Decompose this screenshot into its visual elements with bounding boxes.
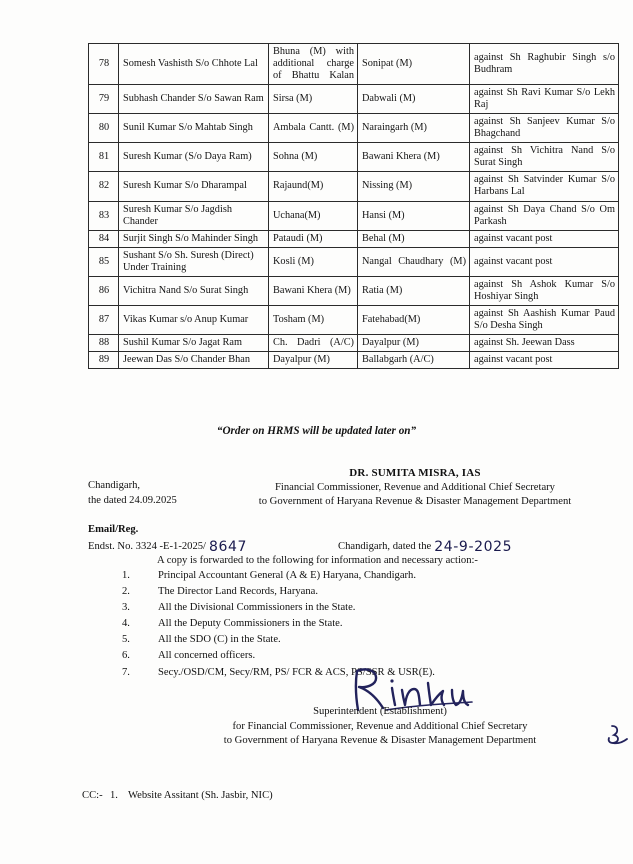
chandigarh-dated-group (338, 539, 512, 555)
chandigarh-dated-handwritten: 24-9-2025 (434, 539, 513, 555)
cell-remarks: against Sh Aashish Kumar Paud S/o Desha Singh (470, 305, 619, 334)
cell-to: Nangal Chaudhary (M) (358, 247, 470, 276)
signature-footer-block (140, 705, 620, 749)
copy-forwarded-text: A copy is forwarded to the following for information and necessary action:- (157, 555, 478, 566)
table-row (89, 44, 619, 85)
cell-name: Sushil Kumar S/o Jagat Ram (119, 334, 269, 351)
cell-sr: 85 (89, 247, 119, 276)
cell-name: Sushant S/o Sh. Suresh (Direct) Under Training (119, 247, 269, 276)
recipient-text: Secy./OSD/CM, Secy/RM, PS/ FCR & ACS, PS/SSR & USR(E). (158, 666, 435, 678)
cell-from: Sohna (M) (269, 143, 358, 172)
list-item (122, 665, 435, 681)
cell-sr: 78 (89, 44, 119, 85)
cell-sr: 83 (89, 201, 119, 230)
cc-line (82, 790, 273, 801)
signatory-designation-line-2: to Government of Haryana Revenue & Disaster Management Department (258, 495, 572, 507)
table-row (89, 230, 619, 247)
table-row (89, 305, 619, 334)
cell-to: Ratia (M) (358, 276, 470, 305)
cell-to: Ballabgarh (A/C) (358, 351, 470, 368)
list-item (122, 632, 435, 648)
date-label: the dated 24.09.2025 (88, 495, 177, 507)
cell-name: Suresh Kumar S/o Jagdish Chander (119, 201, 269, 230)
cell-from: Kosli (M) (269, 247, 358, 276)
cell-name: Vichitra Nand S/o Surat Singh (119, 276, 269, 305)
cc-label: CC:- (82, 790, 103, 801)
cell-from: Tosham (M) (269, 305, 358, 334)
recipient-number: 7. (122, 666, 130, 678)
cell-sr: 81 (89, 143, 119, 172)
cell-name: Vikas Kumar s/o Anup Kumar (119, 305, 269, 334)
cell-from: Sirsa (M) (269, 85, 358, 114)
endorsement-line (88, 539, 588, 555)
table-row (89, 247, 619, 276)
recipient-text: Principal Accountant General (A & E) Haryana, Chandigarh. (158, 570, 416, 581)
cell-sr: 82 (89, 172, 119, 201)
recipient-text: All the Divisional Commissioners in the State. (158, 602, 356, 614)
email-reg-label: Email/Reg. (88, 524, 139, 535)
cell-remarks: against Sh Daya Chand S/o Om Parkash (470, 201, 619, 230)
superintendent-title: Superintendent (Establishment) (313, 706, 447, 717)
cell-remarks: against Sh Ravi Kumar S/o Lekh Raj (470, 85, 619, 114)
cell-sr: 89 (89, 351, 119, 368)
table-row (89, 85, 619, 114)
recipient-number: 5. (122, 634, 130, 646)
for-line-2: to Government of Haryana Revenue & Disaster Management Department (223, 735, 537, 747)
signature-initial-mark-icon (604, 722, 630, 748)
cell-name: Somesh Vashisth S/o Chhote Lal (119, 44, 269, 85)
cell-remarks: against vacant post (470, 247, 619, 276)
cell-remarks: against Sh Sanjeev Kumar S/o Bhagchand (470, 114, 619, 143)
recipient-text: All the Deputy Commissioners in the State. (158, 618, 343, 630)
cell-to: Fatehabad(M) (358, 305, 470, 334)
cc-number: 1. (110, 790, 118, 801)
recipient-number: 6. (122, 650, 130, 662)
cell-from: Pataudi (M) (269, 230, 358, 247)
signatory-designation-line-1: Financial Commissioner, Revenue and Additional Chief Secretary (275, 481, 555, 493)
cell-from: Dayalpur (M) (269, 351, 358, 368)
cell-name: Sunil Kumar S/o Mahtab Singh (119, 114, 269, 143)
recipient-text: All concerned officers. (158, 650, 256, 662)
cc-text: Website Assitant (Sh. Jasbir, NIC) (128, 790, 273, 801)
table-row (89, 172, 619, 201)
table-row (89, 143, 619, 172)
cell-from: Bhuna (M) with additional charge of Bhattu Kalan (269, 44, 358, 85)
recipient-text: The Director Land Records, Haryana. (158, 586, 319, 598)
table-row (89, 114, 619, 143)
cell-name: Surjit Singh S/o Mahinder Singh (119, 230, 269, 247)
cell-to: Nissing (M) (358, 172, 470, 201)
cell-from: Ch. Dadri (A/C) (269, 334, 358, 351)
cell-to: Hansi (M) (358, 201, 470, 230)
cell-remarks: against Sh Raghubir Singh s/o Budhram (470, 44, 619, 85)
place-date-block (88, 478, 177, 509)
list-item (122, 568, 435, 584)
cell-name: Suresh Kumar S/o Dharampal (119, 172, 269, 201)
for-line-1: for Financial Commissioner, Revenue and Additional Chief Secretary (232, 720, 528, 732)
transfer-table (88, 43, 619, 369)
cell-to: Sonipat (M) (358, 44, 470, 85)
signatory-name: DR. SUMITA MISRA, IAS (349, 467, 481, 479)
endst-number-handwritten: 8647 (209, 539, 248, 555)
table-row (89, 201, 619, 230)
chandigarh-dated-label: Chandigarh, dated the (338, 541, 432, 552)
list-item (122, 616, 435, 632)
recipients-list (122, 568, 435, 681)
hrms-note: “Order on HRMS will be updated later on” (216, 425, 417, 437)
cell-remarks: against Sh Vichitra Nand S/o Surat Singh (470, 143, 619, 172)
cell-sr: 80 (89, 114, 119, 143)
cell-to: Dabwali (M) (358, 85, 470, 114)
place-label: Chandigarh, (88, 480, 141, 491)
cell-from: Ambala Cantt. (M) (269, 114, 358, 143)
cell-sr: 84 (89, 230, 119, 247)
cell-to: Behal (M) (358, 230, 470, 247)
cell-to: Naraingarh (M) (358, 114, 470, 143)
cell-sr: 86 (89, 276, 119, 305)
list-item (122, 584, 435, 600)
signatory-block (215, 466, 615, 509)
list-item (122, 648, 435, 664)
cell-to: Bawani Khera (M) (358, 143, 470, 172)
cell-remarks: against Sh Ashok Kumar S/o Hoshiyar Singh (470, 276, 619, 305)
cell-sr: 88 (89, 334, 119, 351)
endst-number-label: Endst. No. 3324 -E-1-2025/ (88, 541, 206, 552)
recipient-number: 3. (122, 602, 130, 614)
cell-from: Rajaund(M) (269, 172, 358, 201)
cell-remarks: against vacant post (470, 230, 619, 247)
cell-remarks: against Sh. Jeewan Dass (470, 334, 619, 351)
cell-sr: 87 (89, 305, 119, 334)
cell-remarks: against vacant post (470, 351, 619, 368)
cell-name: Subhash Chander S/o Sawan Ram (119, 85, 269, 114)
cell-from: Uchana(M) (269, 201, 358, 230)
cell-name: Suresh Kumar (S/o Daya Ram) (119, 143, 269, 172)
transfer-table-container (88, 43, 615, 369)
cell-to: Dayalpur (M) (358, 334, 470, 351)
recipient-number: 2. (122, 586, 130, 598)
table-row (89, 351, 619, 368)
recipient-number: 4. (122, 618, 130, 630)
cell-from: Bawani Khera (M) (269, 276, 358, 305)
table-row (89, 334, 619, 351)
transfer-table-body (89, 44, 619, 369)
table-row (89, 276, 619, 305)
recipient-number: 1. (122, 570, 130, 581)
cell-sr: 79 (89, 85, 119, 114)
recipient-text: All the SDO (C) in the State. (158, 634, 281, 646)
cell-remarks: against Sh Satvinder Kumar S/o Harbans Lal (470, 172, 619, 201)
list-item (122, 600, 435, 616)
cell-name: Jeewan Das S/o Chander Bhan (119, 351, 269, 368)
